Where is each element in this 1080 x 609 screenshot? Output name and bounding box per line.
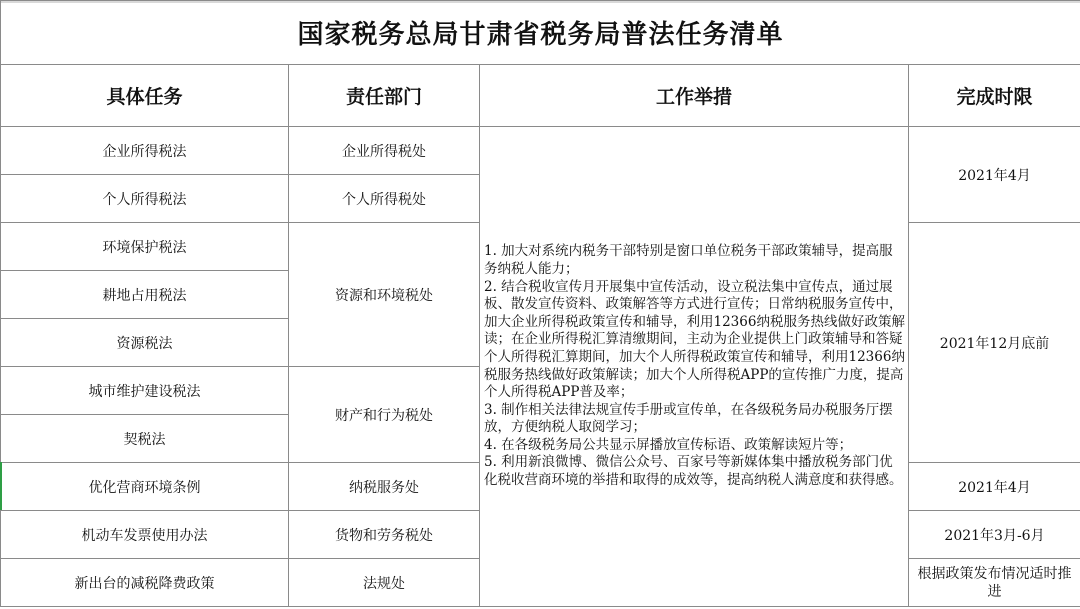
header-deadline[interactable]: 完成时限 — [909, 65, 1080, 127]
measure-item: 1. 加大对系统内税务干部特别是窗口单位税务干部政策辅导，提高服务纳税人能力； — [484, 243, 893, 277]
deadline-cell[interactable]: 2021年12月底前 — [909, 223, 1080, 463]
task-cell[interactable]: 新出台的减税降费政策 — [1, 559, 289, 607]
task-cell[interactable]: 企业所得税法 — [1, 127, 289, 175]
department-cell[interactable]: 财产和行为税处 — [289, 367, 480, 463]
department-cell[interactable]: 企业所得税处 — [289, 127, 480, 175]
selection-marker — [0, 462, 2, 510]
header-measures[interactable]: 工作举措 — [480, 65, 909, 127]
measure-item: 4. 在各级税务局公共显示屏播放宣传标语、政策解读短片等； — [484, 436, 853, 453]
measure-item: 3. 制作相关法律法规宣传手册或宣传单，在各级税务局办税服务厅摆放，方便纳税人取阅学习； — [484, 401, 893, 436]
deadline-cell[interactable]: 2021年4月 — [909, 127, 1080, 223]
task-cell[interactable]: 资源税法 — [1, 319, 289, 367]
task-cell[interactable]: 城市维护建设税法 — [1, 367, 289, 415]
department-cell[interactable]: 个人所得税处 — [289, 175, 480, 223]
task-cell[interactable]: 环境保护税法 — [1, 223, 289, 271]
measures-cell[interactable] — [480, 127, 909, 607]
deadline-cell[interactable]: 2021年3月-6月 — [909, 511, 1080, 559]
deadline-cell[interactable]: 2021年4月 — [909, 463, 1080, 511]
deadline-cell[interactable]: 根据政策发布情况适时推进 — [909, 559, 1080, 607]
page-title: 国家税务总局甘肃省税务局普法任务清单 — [1, 1, 1080, 65]
task-cell[interactable]: 机动车发票使用办法 — [1, 511, 289, 559]
department-cell[interactable]: 纳税服务处 — [289, 463, 480, 511]
department-cell[interactable]: 法规处 — [289, 559, 480, 607]
task-cell[interactable]: 优化营商环境条例 — [1, 463, 289, 511]
task-cell[interactable]: 个人所得税法 — [1, 175, 289, 223]
task-cell[interactable]: 契税法 — [1, 415, 289, 463]
department-cell[interactable]: 货物和劳务税处 — [289, 511, 480, 559]
department-cell[interactable]: 资源和环境税处 — [289, 223, 480, 367]
measure-item: 5. 利用新浪微博、微信公众号、百家号等新媒体集中播放税务部门优化税收营商环境的举措和取得的成效等，提高纳税人满意度和获得感。 — [484, 454, 903, 489]
measure-item: 2. 结合税收宣传月开展集中宣传活动，设立税法集中宣传点，通过展板、散发宣传资料、政策解答等方式进行宣传；日常纳税服务宣传中，加大企业所得税政策宣传和辅导，利用12366纳税服务热线做好政策解读；在企业所得税汇算清缴期间，主动为企业提供上门政策辅导和答疑个人所得税汇算期间，加大个人所得税政策宣传和辅导，利用12366纳税服务热线做好政策解读；加大个人所得税APP的宣传推广力度，提高个人所得税APP普及率； — [484, 278, 905, 401]
header-department[interactable]: 责任部门 — [289, 65, 480, 127]
task-cell[interactable]: 耕地占用税法 — [1, 271, 289, 319]
header-task[interactable]: 具体任务 — [1, 65, 289, 127]
